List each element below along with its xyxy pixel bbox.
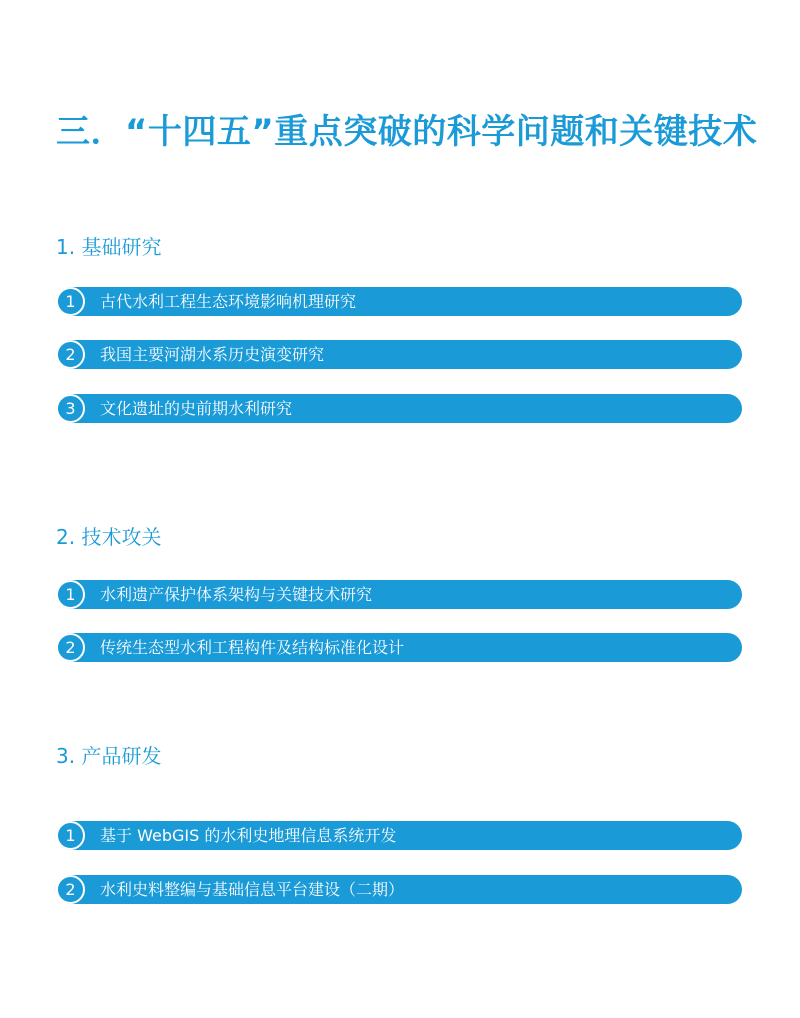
list-item: [56, 875, 742, 904]
section-tech-breakthrough: [56, 524, 742, 664]
page-title: 三．“十四五”重点突破的科学问题和关键技术: [56, 112, 758, 152]
item-label: 文化遗址的史前期水利研究: [100, 399, 293, 418]
item-number-badge: 2: [56, 633, 85, 662]
list-item: [56, 340, 742, 369]
item-number-badge: 1: [56, 580, 85, 609]
item-label: 水利遗产保护体系架构与关键技术研究: [100, 585, 373, 604]
list-item: [56, 394, 742, 423]
item-label: 传统生态型水利工程构件及结构标准化设计: [100, 638, 405, 657]
list-item: [56, 633, 742, 662]
item-number-badge: 2: [56, 875, 85, 904]
item-label: 我国主要河湖水系历史演变研究: [100, 345, 325, 364]
list-item: [56, 821, 742, 850]
list-item: [56, 287, 742, 316]
item-number-badge: 3: [56, 394, 85, 423]
item-number-badge: 1: [56, 821, 85, 850]
item-label: 古代水利工程生态环境影响机理研究: [100, 292, 357, 311]
item-number-badge: 1: [56, 287, 85, 316]
section-heading: 1. 基础研究: [56, 235, 162, 259]
section-basic-research: [56, 234, 742, 424]
section-heading: 3. 产品研发: [56, 744, 162, 768]
item-number-badge: 2: [56, 340, 85, 369]
section-product-development: [56, 743, 742, 908]
section-heading: 2. 技术攻关: [56, 525, 162, 549]
item-label: 水利史料整编与基础信息平台建设（二期）: [100, 880, 405, 899]
item-label: 基于 WebGIS 的水利史地理信息系统开发: [100, 826, 397, 845]
list-item: [56, 580, 742, 609]
